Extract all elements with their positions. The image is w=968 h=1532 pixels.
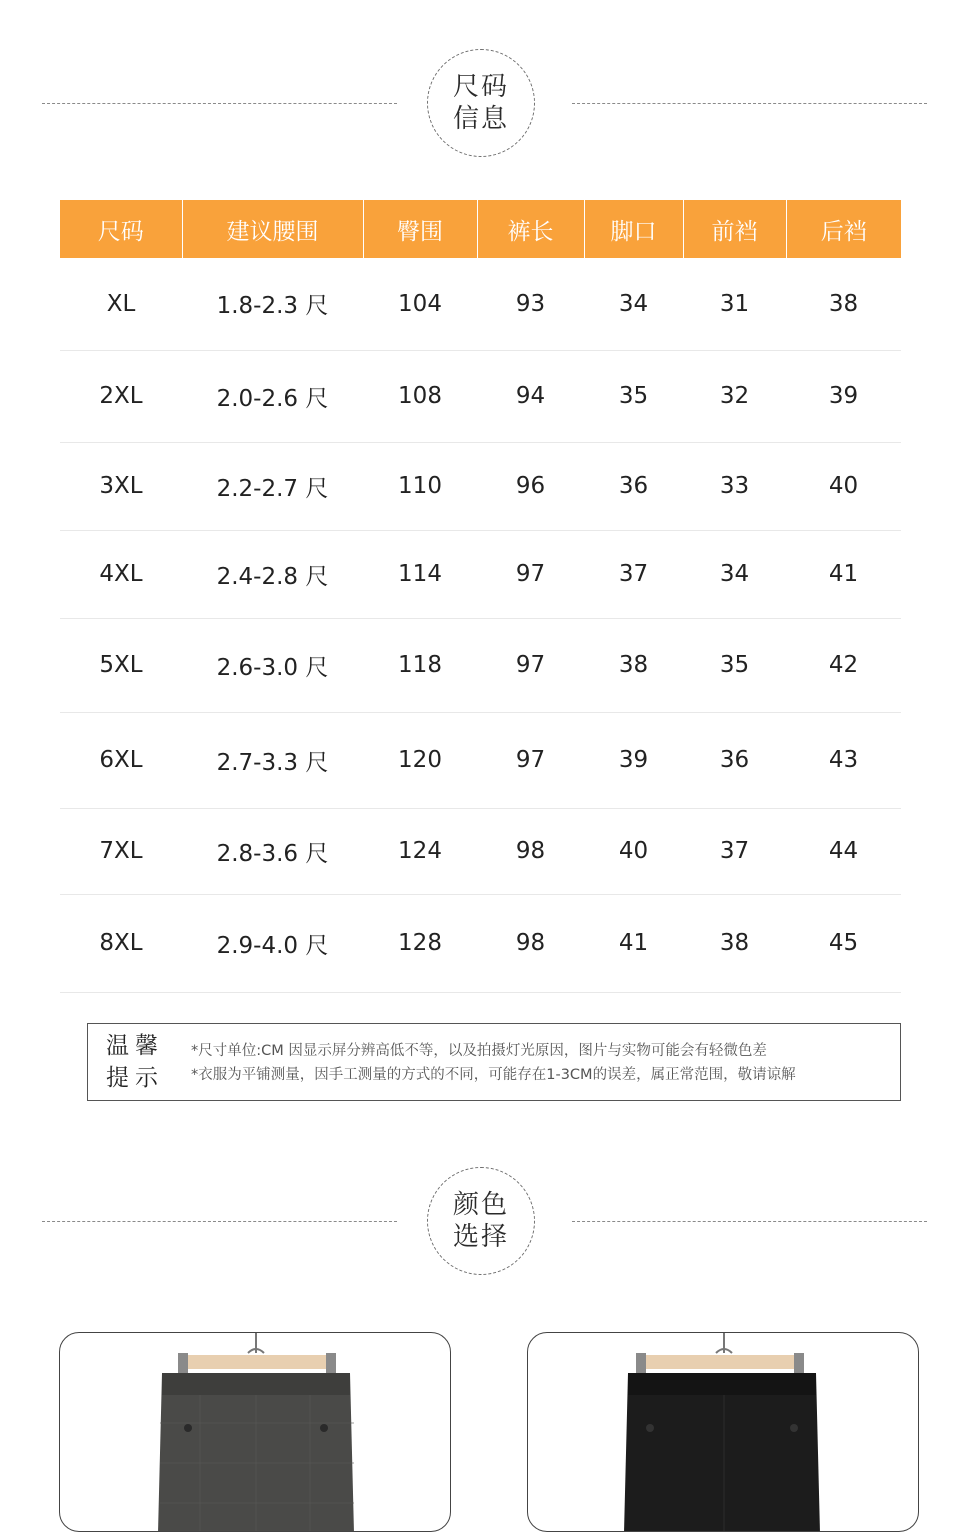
- cell-size: 5XL: [60, 618, 182, 712]
- cell-front-rise: 36: [683, 712, 786, 808]
- divider-left: [42, 1221, 397, 1222]
- tip-title-line1: 温馨: [106, 1033, 164, 1059]
- tip-line-1: *尺寸单位:CM 因显示屏分辨高低不等，以及拍摄灯光原因，图片与实物可能会有轻微色差: [191, 1043, 767, 1059]
- cell-hip: 124: [363, 808, 477, 894]
- cell-hip: 108: [363, 350, 477, 442]
- cell-length: 97: [477, 712, 584, 808]
- table-row: [60, 442, 901, 530]
- cell-length: 94: [477, 350, 584, 442]
- cell-front-rise: 34: [683, 530, 786, 618]
- cell-back-rise: 39: [786, 350, 901, 442]
- table-row: [60, 808, 901, 894]
- color-option-black-pants[interactable]: [527, 1332, 919, 1532]
- color-select-badge: [427, 1167, 535, 1275]
- cell-waist: 2.2-2.7 尺: [182, 442, 363, 530]
- cell-back-rise: 43: [786, 712, 901, 808]
- color-select-header: [0, 1163, 968, 1283]
- tip-text: [191, 1039, 796, 1087]
- cell-front-rise: 32: [683, 350, 786, 442]
- cell-back-rise: 42: [786, 618, 901, 712]
- table-header-row: [60, 200, 901, 258]
- cell-size: 8XL: [60, 894, 182, 992]
- cell-length: 97: [477, 618, 584, 712]
- cell-waist: 2.8-3.6 尺: [182, 808, 363, 894]
- color-select-title-line2: 选择: [452, 1222, 509, 1252]
- header-waist: 建议腰围: [182, 200, 363, 258]
- header-hem: 脚口: [584, 200, 683, 258]
- header-length: 裤长: [477, 200, 584, 258]
- cell-hip: 118: [363, 618, 477, 712]
- cell-hip: 110: [363, 442, 477, 530]
- size-info-badge: [427, 49, 535, 157]
- table-row: [60, 712, 901, 808]
- cell-hip: 104: [363, 258, 477, 350]
- cell-length: 96: [477, 442, 584, 530]
- grey-pants-image: [60, 1333, 451, 1532]
- cell-front-rise: 38: [683, 894, 786, 992]
- cell-hem: 38: [584, 618, 683, 712]
- cell-length: 97: [477, 530, 584, 618]
- header-front-rise: 前裆: [683, 200, 786, 258]
- black-pants-body: [624, 1373, 820, 1532]
- cell-hip: 128: [363, 894, 477, 992]
- cell-front-rise: 33: [683, 442, 786, 530]
- cell-hem: 39: [584, 712, 683, 808]
- table-row: [60, 350, 901, 442]
- cell-waist: 2.0-2.6 尺: [182, 350, 363, 442]
- cell-waist: 2.6-3.0 尺: [182, 618, 363, 712]
- size-table: [60, 200, 901, 993]
- black-pants-image: [528, 1333, 919, 1532]
- cell-front-rise: 35: [683, 618, 786, 712]
- cell-hem: 35: [584, 350, 683, 442]
- cell-length: 98: [477, 894, 584, 992]
- cell-waist: 1.8-2.3 尺: [182, 258, 363, 350]
- cell-size: XL: [60, 258, 182, 350]
- size-info-header: [0, 45, 968, 165]
- cell-size: 3XL: [60, 442, 182, 530]
- cell-back-rise: 41: [786, 530, 901, 618]
- tip-title-line2: 提示: [106, 1065, 164, 1091]
- cell-size: 6XL: [60, 712, 182, 808]
- cell-back-rise: 45: [786, 894, 901, 992]
- cell-size: 4XL: [60, 530, 182, 618]
- cell-front-rise: 37: [683, 808, 786, 894]
- cell-hem: 37: [584, 530, 683, 618]
- cell-hem: 34: [584, 258, 683, 350]
- divider-right: [572, 1221, 927, 1222]
- cell-size: 7XL: [60, 808, 182, 894]
- tip-title: [106, 1030, 170, 1094]
- cell-length: 98: [477, 808, 584, 894]
- cell-waist: 2.9-4.0 尺: [182, 894, 363, 992]
- cell-waist: 2.4-2.8 尺: [182, 530, 363, 618]
- cell-front-rise: 31: [683, 258, 786, 350]
- divider-right: [572, 103, 927, 104]
- cell-hem: 41: [584, 894, 683, 992]
- color-option-grey-pants[interactable]: [59, 1332, 451, 1532]
- table-row: [60, 618, 901, 712]
- tip-line-2: *衣服为平铺测量，因手工测量的方式的不同，可能存在1-3CM的误差，属正常范围，敬请谅解: [191, 1067, 796, 1083]
- divider-left: [42, 103, 397, 104]
- table-row: [60, 894, 901, 992]
- size-info-title-line2: 信息: [452, 104, 509, 134]
- cell-size: 2XL: [60, 350, 182, 442]
- cell-hip: 120: [363, 712, 477, 808]
- tip-box: [87, 1023, 901, 1101]
- cell-back-rise: 38: [786, 258, 901, 350]
- cell-hip: 114: [363, 530, 477, 618]
- size-info-title-line1: 尺码: [452, 72, 509, 102]
- color-select-title-line1: 颜色: [452, 1190, 509, 1220]
- cell-hem: 40: [584, 808, 683, 894]
- header-hip: 臀围: [363, 200, 477, 258]
- header-size: 尺码: [60, 200, 182, 258]
- cell-back-rise: 44: [786, 808, 901, 894]
- table-row: [60, 530, 901, 618]
- cell-back-rise: 40: [786, 442, 901, 530]
- header-back-rise: 后裆: [786, 200, 901, 258]
- cell-length: 93: [477, 258, 584, 350]
- cell-waist: 2.7-3.3 尺: [182, 712, 363, 808]
- cell-hem: 36: [584, 442, 683, 530]
- table-row: [60, 258, 901, 350]
